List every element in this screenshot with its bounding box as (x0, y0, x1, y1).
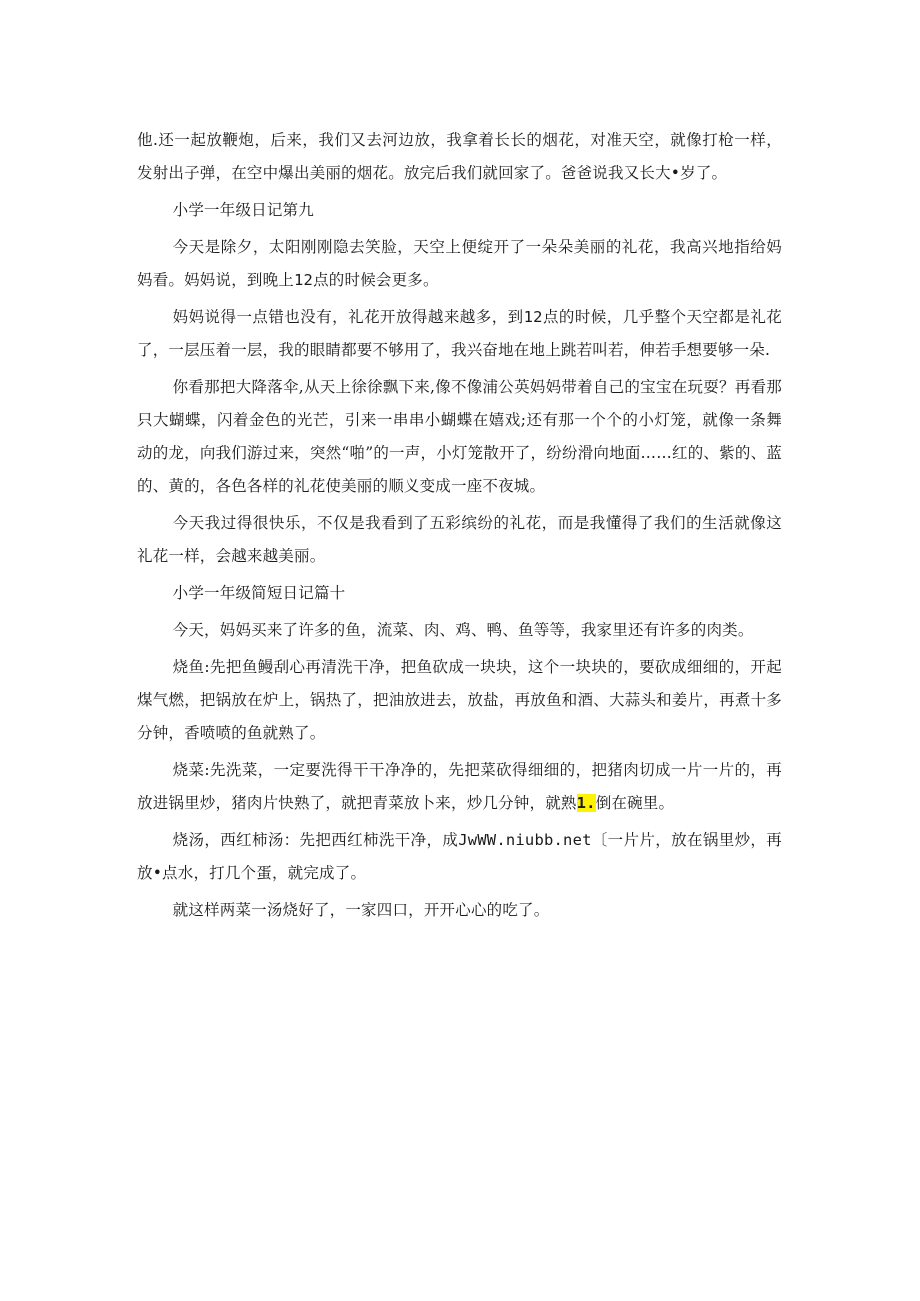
text-segment: 倒在碗里。 (595, 794, 675, 812)
text-segment: 点的时候会更多。 (313, 271, 439, 289)
text-segment: 〔一片片，放在锅里炒，再放•点水，打几个蛋，就完成了。 (137, 831, 782, 882)
paragraph-cook-soup (137, 824, 782, 890)
paragraph-groceries: 今天，妈妈买来了许多的鱼，流菜、肉、鸡、鸭、鱼等等，我家里还有许多的肉类。 (172, 621, 754, 639)
paragraph-cook-vegetables (137, 754, 782, 820)
paragraph-cook-fish: 烧鱼:先把鱼鳗刮心再清洗干净，把鱼砍成一块块，这个一块块的，要砍成细细的，开起煤气燃，把锅放在炉上，锅热了，把油放进去，放盐，再放鱼和酒、大蒜头和姜片，再煮十多分钟，香喷喷的鱼就熟了。 (137, 658, 782, 742)
number-twelve: 12 (523, 308, 543, 326)
text-segment: 烧菜:先洗菜，一定要洗得干干净净的，先把菜砍得细细的，把猪肉切成一片一片的，再放进锅里炒，猪肉片快熟了，就把青菜放卜来，炒几分钟，就熟 (137, 761, 782, 812)
paragraph-happy-day: 今天我过得很快乐，不仅是我看到了五彩缤纷的礼花，而是我懂得了我们的生活就像这礼花一样，会越来越美丽。 (137, 514, 782, 565)
heading-diary-nine: 小学一年级日记第九 (172, 201, 314, 219)
document-body (137, 124, 782, 931)
number-twelve: 12 (294, 271, 314, 289)
text-segment: 今天是除夕，太阳刚刚隐去笑脸，天空上便绽开了一朵朵美丽的礼花，我高兴地指给妈妈看。妈妈说，到晚上 (137, 238, 782, 289)
text-segment: 妈妈说得一点错也没有，礼花开放得越来越多，到 (172, 308, 524, 326)
paragraph-fireworks-more (137, 301, 782, 367)
text-segment: 点的时候，几乎整个天空都是礼花了，一层压着一层，我的眼睛都要不够用了，我兴奋地在地上跳若叫若，伸若手想要够一朵. (137, 308, 782, 359)
paragraph-new-year-eve (137, 231, 782, 297)
highlighted-text: 1. (576, 794, 596, 812)
paragraph-parachute: 你看那把大降落伞,从天上徐徐飘下来,像不像浦公英妈妈带着自己的宝宝在玩耍？再看那只大蝴蝶，闪着金色的光芒，引来一串串小蝴蝶在嬉戏;还有那一个个的小灯笼，就像一条舞动的龙，向我们游过来，突然“啪”的一声，小灯笼散开了，纷纷滑向地面……红的、紫的、蓝的、黄的，各色各样的礼花使美丽的顺义变成一座不夜城。 (137, 378, 782, 495)
paragraph-firecrackers: 他.还一起放鞭炮，后来，我们又去河边放，我拿着长长的烟花，对准天空，就像打枪一样，发射出子弹，在空中爆出美丽的烟花。放完后我们就回家了。爸爸说我又长大•岁了。 (137, 131, 782, 182)
heading-diary-ten: 小学一年级简短日记篇十 (172, 584, 346, 602)
paragraph-conclusion: 就这样两菜一汤烧好了，一家四口，开开心心的吃了。 (172, 901, 550, 919)
text-segment: 烧汤，西红柿汤：先把西红柿洗干净，成 (172, 831, 459, 849)
watermark-url-text: JwWW.niubb.net (458, 831, 592, 849)
